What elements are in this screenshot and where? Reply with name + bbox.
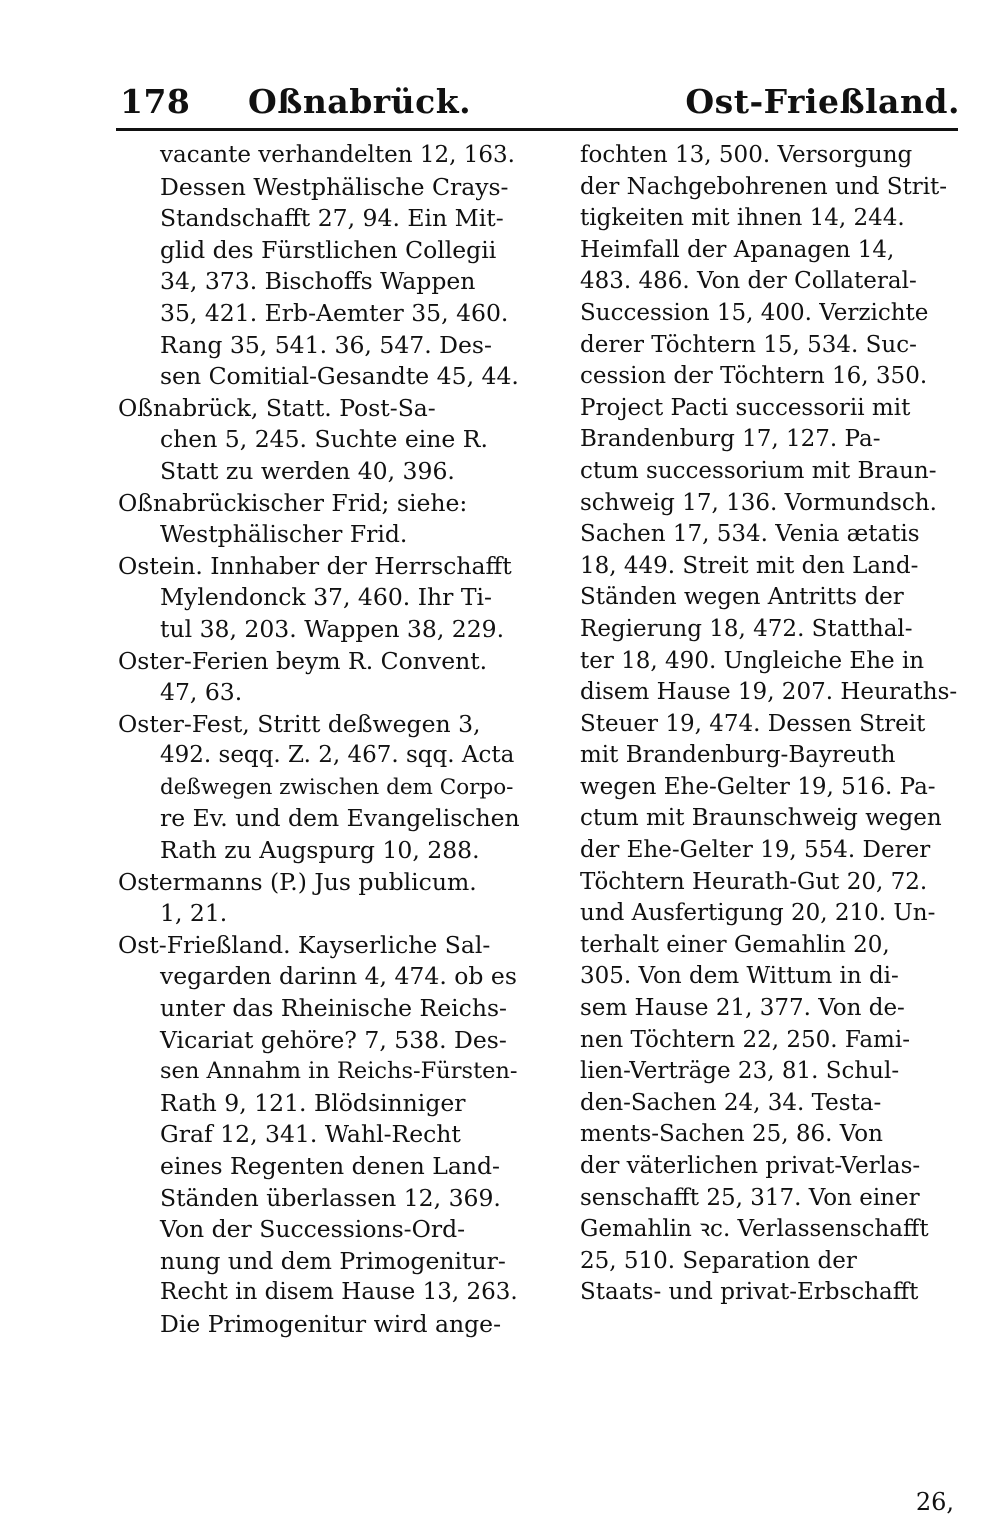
right-text-line: 483. 486. Von der Collateral- bbox=[580, 268, 917, 295]
left-text-line: 34, 373. Bischoffs Wappen bbox=[160, 267, 476, 296]
right-text-line: Steuer 19, 474. Dessen Streit bbox=[580, 710, 926, 737]
right-text-line: derer Töchtern 15, 534. Suc- bbox=[580, 331, 917, 358]
right-text-line: Gemahlin ꝛc. Verlassenschafft bbox=[580, 1216, 929, 1243]
right-text-line: Töchtern Heurath-Gut 20, 72. bbox=[580, 868, 928, 895]
right-text-line: 305. Von dem Wittum in di- bbox=[580, 963, 899, 990]
right-text-line: Succession 15, 400. Verzichte bbox=[580, 299, 929, 326]
left-text-line: Dessen Westphälische Crays- bbox=[160, 172, 509, 201]
right-text-line: und Ausfertigung 20, 210. Un- bbox=[580, 900, 936, 927]
left-text-line: Oßnabrück, Statt. Post-Sa- bbox=[118, 393, 436, 422]
right-text-line: Brandenburg 17, 127. Pa- bbox=[580, 426, 881, 453]
left-text-line: Ständen überlassen 12, 369. bbox=[160, 1183, 501, 1212]
right-text-line: ctum successorium mit Braun- bbox=[580, 457, 937, 484]
left-text-line: Rang 35, 541. 36, 547. Des- bbox=[160, 330, 492, 359]
right-text-line: Ständen wegen Antritts der bbox=[580, 584, 904, 611]
left-text-line: sen Comitial-Gesandte 45, 44. bbox=[160, 362, 519, 391]
right-text-line: Sachen 17, 534. Venia ætatis bbox=[580, 521, 920, 548]
left-text-line: vacante verhandelten 12, 163. bbox=[160, 142, 515, 168]
right-text-line: mit Brandenburg-Bayreuth bbox=[580, 742, 896, 769]
left-text-line: re Ev. und dem Evangelischen bbox=[160, 804, 520, 833]
left-text-line: Ostein. Innhaber der Herrschafft bbox=[118, 551, 512, 580]
right-text-line: nen Töchtern 22, 250. Fami- bbox=[580, 1026, 910, 1053]
left-text-line: nung und dem Primogenitur- bbox=[160, 1246, 506, 1275]
right-text-line: schweig 17, 136. Vormundsch. bbox=[580, 489, 937, 516]
right-text-line: disem Hause 19, 207. Heuraths- bbox=[580, 679, 958, 706]
left-text-line: Westphälischer Frid. bbox=[160, 520, 408, 549]
left-text-line: 1, 21. bbox=[160, 899, 228, 928]
left-text-line: eines Regenten denen Land- bbox=[160, 1152, 500, 1180]
left-text-line: 492. seqq. Z. 2, 467. sqq. Acta bbox=[160, 742, 515, 769]
left-text-line: Standschafft 27, 94. Ein Mit- bbox=[160, 204, 504, 233]
left-text-line: 35, 421. Erb-Aemter 35, 460. bbox=[160, 298, 509, 327]
right-text-line: der Nachgebohrenen und Strit- bbox=[580, 173, 948, 200]
right-text-line: lien-Verträge 23, 81. Schul- bbox=[580, 1058, 900, 1085]
left-text-line: Graf 12, 341. Wahl-Recht bbox=[160, 1120, 461, 1149]
right-text-line: Staats- und privat-Erbschafft bbox=[580, 1279, 919, 1306]
right-text-line: sem Hause 21, 377. Von de- bbox=[580, 995, 905, 1022]
left-text-line: Recht in disem Hause 13, 263. bbox=[160, 1279, 518, 1306]
left-text-line: tul 38, 203. Wappen 38, 229. bbox=[160, 614, 505, 643]
left-text-line: glid des Fürstlichen Collegii bbox=[160, 235, 497, 264]
right-text-line: wegen Ehe-Gelter 19, 516. Pa- bbox=[580, 773, 936, 800]
header-rule bbox=[116, 128, 958, 131]
left-text-line: Mylendonck 37, 460. Ihr Ti- bbox=[160, 583, 492, 612]
left-text-line: Oßnabrückischer Frid; siehe: bbox=[118, 488, 468, 517]
left-text-line: Von der Successions-Ord- bbox=[160, 1215, 466, 1244]
left-text-line: Oster-Fest, Stritt deßwegen 3, bbox=[118, 709, 481, 738]
right-text-line: terhalt einer Gemahlin 20, bbox=[580, 931, 890, 958]
right-text-line: ter 18, 490. Ungleiche Ehe in bbox=[580, 647, 925, 674]
left-text-line: Ost-Frießland. Kayserliche Sal- bbox=[118, 930, 491, 959]
right-text-line: tigkeiten mit ihnen 14, 244. bbox=[580, 205, 905, 232]
right-text-line: ments-Sachen 25, 86. Von bbox=[580, 1121, 883, 1148]
catchword: 26, bbox=[915, 1488, 954, 1516]
page-number: 178 bbox=[120, 82, 191, 121]
right-text-line: 25, 510. Separation der bbox=[580, 1247, 857, 1274]
right-text-line: Heimfall der Apanagen 14, bbox=[580, 236, 895, 263]
right-text-line: senschafft 25, 317. Von einer bbox=[580, 1184, 920, 1211]
left-text-line: vegarden darinn 4, 474. ob es bbox=[160, 962, 517, 991]
left-text-line: Vicariat gehöre? 7, 538. Des- bbox=[160, 1025, 507, 1054]
left-text-line: deßwegen zwischen dem Corpo- bbox=[160, 774, 514, 800]
right-text-line: den-Sachen 24, 34. Testa- bbox=[580, 1089, 882, 1116]
right-text-line: Regierung 18, 472. Statthal- bbox=[580, 615, 913, 642]
left-text-line: Oster-Ferien beym R. Convent. bbox=[118, 646, 488, 675]
left-text-line: Die Primogenitur wird ange- bbox=[160, 1309, 502, 1338]
left-text-line: chen 5, 245. Suchte eine R. bbox=[160, 425, 488, 454]
right-text-line: der väterlichen privat-Verlas- bbox=[580, 1153, 921, 1179]
right-text-line: Project Pacti successorii mit bbox=[580, 394, 911, 421]
left-column bbox=[118, 140, 520, 1341]
page-header bbox=[120, 82, 960, 126]
right-text-line: ctum mit Braunschweig wegen bbox=[580, 805, 942, 832]
left-text-line: 47, 63. bbox=[160, 678, 243, 707]
right-text-line: 18, 449. Streit mit den Land- bbox=[580, 552, 919, 579]
right-running-head: Ost-Frießland. bbox=[685, 82, 960, 121]
left-text-line: Rath 9, 121. Blödsinniger bbox=[160, 1088, 466, 1117]
left-text-line: sen Annahm in Reichs-Fürsten- bbox=[160, 1058, 518, 1085]
left-text-line: Statt zu werden 40, 396. bbox=[160, 456, 455, 485]
right-column bbox=[580, 140, 965, 1309]
left-running-head: Oßnabrück. bbox=[248, 82, 472, 121]
left-text-line: unter das Rheinische Reichs- bbox=[160, 994, 507, 1023]
left-text-line: Rath zu Augspurg 10, 288. bbox=[160, 836, 480, 865]
right-text-line: cession der Töchtern 16, 350. bbox=[580, 363, 928, 390]
left-text-line: Ostermanns (P.) Jus publicum. bbox=[118, 867, 477, 896]
right-text-line: fochten 13, 500. Versorgung bbox=[580, 142, 913, 168]
right-text-line: der Ehe-Gelter 19, 554. Derer bbox=[580, 837, 931, 864]
